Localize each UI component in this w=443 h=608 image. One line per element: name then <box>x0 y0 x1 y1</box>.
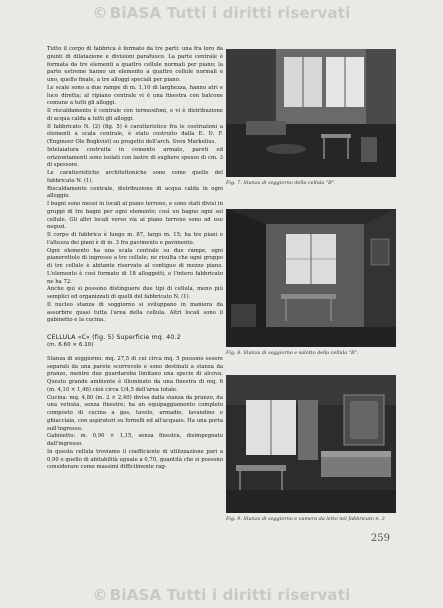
figure-9 <box>226 375 396 522</box>
page-number: 259 <box>370 533 390 544</box>
paragraph: Anche qui si possono distinguere due tipi di cellula, meno più semplici ed organizzati di quelli del fabbricato N. (1). <box>47 286 223 300</box>
figure-8 <box>226 209 396 356</box>
watermark-bottom <box>0 582 443 608</box>
paragraph: Riscaldamento centrale, distribuzione di acqua calda in ogni alloggio. <box>47 185 223 200</box>
paragraph: Cucina: mq. 4,80 (m. 2 × 2,40) divisa dalla stanza da pranzo, da una vetrata, senza finestre; ha un equipaggiamento completo composto di cucina a gas, tavolo, armadio, lavandino e ghiacciaia, con aspiratori su fornelli ed all'acquaio. Ha una porta sull'ingresso. <box>47 394 223 432</box>
figure-caption: Fig. 9. Stanza di soggiorno e camera da letto nel fabbricato n. 3 <box>226 516 385 522</box>
copyright-symbol: © <box>92 4 108 22</box>
watermark-text: BiASA Tutti i diritti riservati <box>109 586 351 604</box>
section-heading: CELLULA «C» (fig. 5) Superficie mq. 40.2 <box>47 334 181 341</box>
paragraph: Il nucleo stanza di soggiorno si sviluppano in maniera da assorbire quasi tutta l'area della cellula. Altri locali sono il gabinetto e la cucina. <box>47 301 223 324</box>
paragraph: Le scale sono a due rampe di m. 1,10 di larghezza, hanno atri e luce diretta; al ripiano centrale vi è una finestra con balcone comune a tutti gli alloggi. <box>47 84 223 107</box>
photo-dining-room <box>226 209 396 347</box>
watermark-top <box>0 0 443 26</box>
figure-7 <box>226 49 396 186</box>
paragraph: Gabinetto: m. 0,90 × 1,15, senza finestra, disimpegnato dall'ingresso. <box>47 433 223 447</box>
paragraph: Ogni elemento ha una scala centrale su due rampe, ogni pianerottolo di ingresso a tre cellule; ne risulta che ogni gruppo di tre cellule è abitante riservato al contiguo di mezzo piano. L'elemento è così formato di 18 alloggetti, e l'intero fabbricato ne ha 72. <box>47 247 223 285</box>
photo-living-room <box>226 49 396 177</box>
figure-caption: Fig. 7. Stanza di soggiorno della cellula "B". <box>226 180 336 186</box>
paragraph: In questa cellula troviamo il coefficiente di utilizzazione pari a 0,90 e quello di abitabilità uguale a 0,70, quantità che si possono considerare come massimi difficilmente rag- <box>47 448 223 471</box>
paragraph: Intelaiatura costruita in cemento armato, pareti ed orizzontamenti sono isolati con lastre di sughero spesso di cm. 3 di spessore. <box>47 146 223 169</box>
figure-caption: Fig. 8. Stanza di soggiorno e salotto della cellula "B". <box>226 350 359 356</box>
copyright-symbol: © <box>92 586 108 604</box>
paragraph: I bagni sono messi in locali al piano terreno, e sono stati divisi in gruppi di tre bagni per ogni elemento; così un bagno ogni sei cellule. Gli altri locali verso via al piano terreno sono ad uso negozi. <box>47 201 223 231</box>
paragraph: Il riscaldamento è centrale con termosifoni, e vi è distribuzione di acqua calda a tutti gli alloggi. <box>47 108 223 122</box>
paragraph: Le caratteristiche architettoniche sono come quelle del fabbricato N. (1). <box>47 170 223 184</box>
photo-bedroom <box>226 375 396 513</box>
text-column <box>47 46 223 472</box>
watermark-text: BiASA Tutti i diritti riservati <box>109 4 351 22</box>
section-dimensions: (m. 6.60 × 6.10) <box>47 342 94 348</box>
paragraph: Tutto il corpo di fabbrica è formato da tre parti: una fra loro da giunti di dilatazione e divisioni parafuoco. La parte centrale è formata da tre elementi a quattro cellule normali per piano; la parte estreme hanno un elemento a quattro cellule normali e uno, quello finale, a tre alloggi speciali per piano. <box>47 46 223 83</box>
paragraph: Il corpo di fabbrica è lungo m. 87, largo m. 15; ha tre piani e l'altezza dei piani è di m. 3 fra pavimento e pavimento. <box>47 232 223 246</box>
paragraph: Il fabbricato N. (2) (fig. 5) è caratteristico fra le costruzioni a elementi a scala centrale, è stato costruito dalla E. D. F. (Engineer Ole Bogkvist) su progetto dell'arch. Sven Markelius. <box>47 123 223 145</box>
paragraph: Stanza di soggiorno: mq. 27,5 di cui circa mq. 5 possono essere separati da una parete scorrevole e sono destinati a stanza da pranzo, mentre due guardaroba limitano una specie di alcova. Questo grande ambiente è illuminato da una finestra di mq. 6 (m. 4,10 × 1,46) cioè circa 1/4,5 dell'area totale. <box>47 355 223 393</box>
